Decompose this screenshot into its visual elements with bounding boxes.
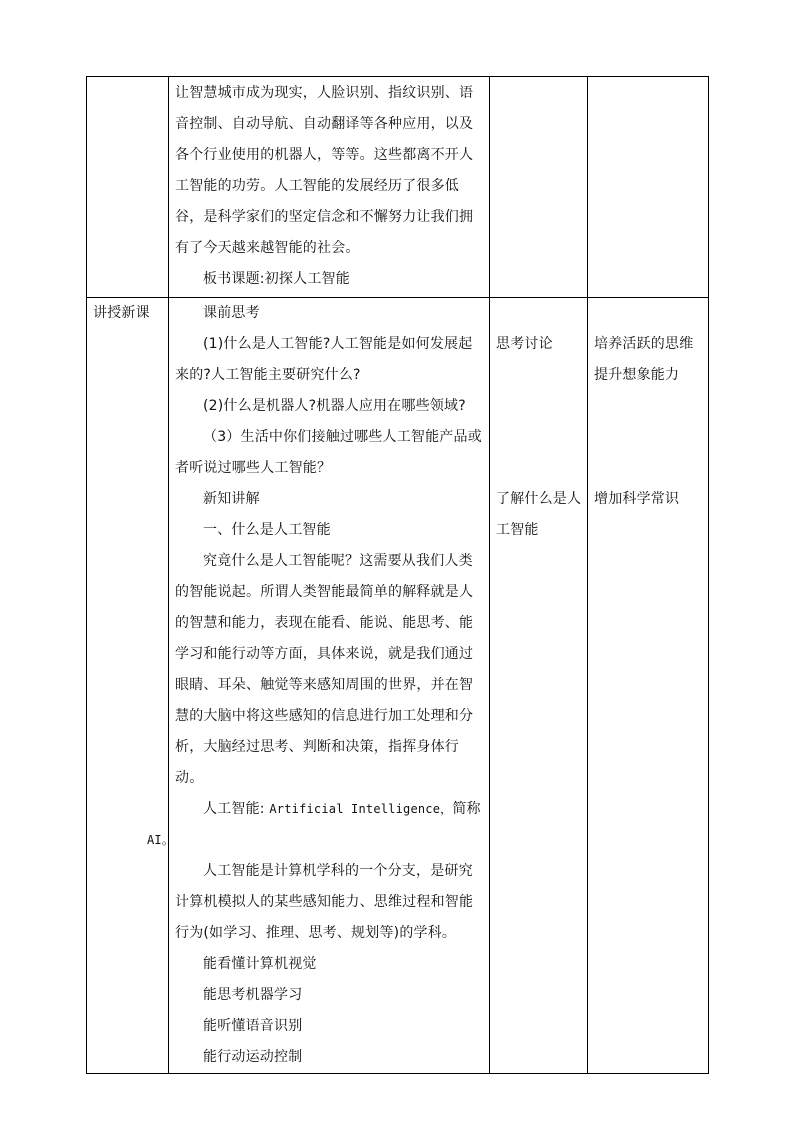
- table-row-new-lesson: [87, 298, 709, 1074]
- board-title: 板书课题:初探人工智能: [203, 271, 350, 287]
- ai-term-english: Artificial Intelligence，: [269, 802, 453, 816]
- intent-science: 增加科学常识: [594, 491, 680, 507]
- question-1: (1)什么是人工智能?人工智能是如何发展起来的?人工智能主要研究什么?: [175, 336, 473, 383]
- ai-definition-paragraph: 人工智能是计算机学科的一个分支，是研究计算机模拟人的某些感知能力、思维过程和智能行为(如学习、推理、思考、规划等)的学科。: [175, 863, 474, 941]
- intent-thinking: 培养活跃的思维提升想象能力: [594, 336, 694, 383]
- cell-intro-content: [169, 77, 490, 298]
- ai-definition-term: [147, 794, 485, 856]
- ai-capability-vision: 能看懂计算机视觉: [203, 956, 317, 972]
- ai-capability-learning: 能思考机器学习: [203, 987, 303, 1003]
- ai-term-short-label: 简称: [452, 801, 481, 817]
- lesson-plan-table: [86, 76, 709, 1074]
- ai-term-abbr: AI。: [147, 833, 175, 847]
- cell-stage-label: [87, 298, 169, 1074]
- section-heading-what-is-ai: 一、什么是人工智能: [203, 522, 331, 538]
- ai-capability-speech: 能听懂语音识别: [203, 1018, 303, 1034]
- cell-lesson-content: [147, 298, 490, 1074]
- ai-capability-motion: 能行动运动控制: [203, 1049, 303, 1065]
- cell-student-activity: [490, 298, 588, 1074]
- cell-stage-empty: [87, 77, 169, 298]
- table-row-intro: [87, 77, 709, 298]
- question-3: （3）生活中你们接触过哪些人工智能产品或者听说过哪些人工智能？: [175, 429, 482, 476]
- human-intelligence-paragraph: 究竟什么是人工智能呢？这需要从我们人类的智能说起。所谓人类智能最简单的解释就是人的智慧和能力，表现在能看、能说、能思考、能学习和能行动等方面，具体来说，就是我们通过眼睛、耳朵、触觉等来感知周围的世界，并在智慧的大脑中将这些感知的信息进行加工处理和分析，大脑经过思考、判断和决策，指挥身体行动。: [175, 553, 474, 786]
- activity-discussion: 思考讨论: [496, 336, 553, 352]
- activity-understand-ai: 了解什么是人工智能: [496, 491, 582, 538]
- pre-class-heading: 课前思考: [203, 305, 260, 321]
- question-2: (2)什么是机器人?机器人应用在哪些领域?: [203, 398, 466, 414]
- new-knowledge-heading: 新知讲解: [203, 491, 260, 507]
- cell-design-intent: [588, 298, 709, 1074]
- stage-label: 讲授新课: [93, 305, 150, 321]
- ai-term-label: 人工智能:: [203, 801, 270, 817]
- cell-activity-empty: [490, 77, 588, 298]
- intro-paragraph: 让智慧城市成为现实，人脸识别、指纹识别、语音控制、自动导航、自动翻译等各种应用，以及各个行业使用的机器人，等等。这些都离不开人工智能的功劳。人工智能的发展经历了很多低谷，是科学家们的坚定信念和不懈努力让我们拥有了今天越来越智能的社会。: [175, 85, 474, 256]
- cell-intent-empty: [588, 77, 709, 298]
